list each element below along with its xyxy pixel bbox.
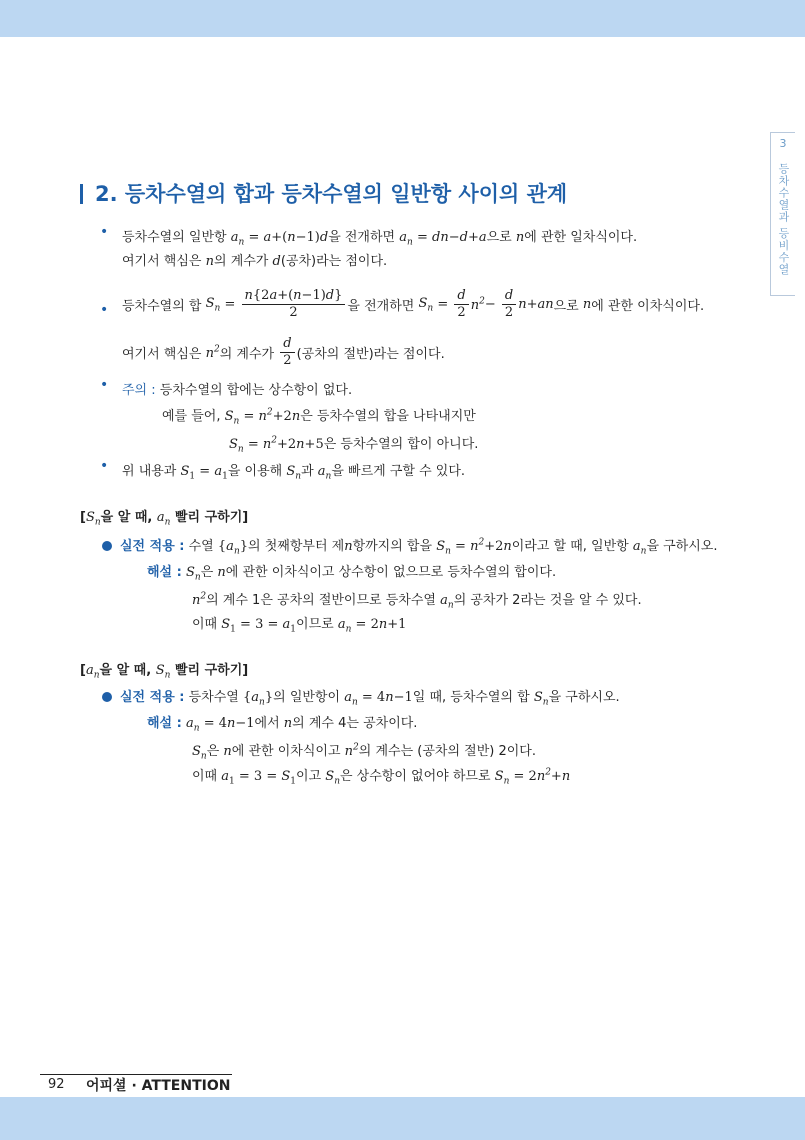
chapter-side-tab[interactable] xyxy=(770,132,795,296)
subsection1-solution-line1: 해설 : $S_n$은 n에 관한 이차식이고 상수항이 없으므로 등차수열의 합이다. xyxy=(147,565,557,583)
bullet4-line: 위 내용과 $S_1 = a_1$을 이용해 $S_n$과 $a_n$을 빠르게 구할 수 있다. xyxy=(122,464,466,482)
bullet1-line1: 등차수열의 일반항 $a_n = a+(n-1)d$을 전개하면 $a_n = dn-d+a$으로 n에 관한 일차식이다. xyxy=(122,230,638,248)
subsection1-solution-line2: $n^2$의 계수 1은 공차의 절반이므로 등차수열 $a_n$의 공차가 2라는 것을 알 수 있다. xyxy=(192,591,642,611)
book-title: 어피셜 · ATTENTION xyxy=(86,1078,231,1094)
top-band xyxy=(0,0,805,37)
bullet-icon: • xyxy=(100,224,109,240)
bullet-icon: • xyxy=(100,377,109,393)
section-heading: 2. 등차수열의 합과 등차수열의 일반항 사이의 관계 xyxy=(80,178,567,208)
bullet-icon: • xyxy=(100,458,109,474)
subsection1-practice: 실전 적용 : 수열 $\{a_n\}$의 첫째항부터 제n항까지의 합을 $S_n = n^2+2n$이라고 할 때, 일반항 $a_n$을 구하시오. xyxy=(102,535,718,557)
bullet3-line2: 예를 들어, $S_n = n^2+2n$은 등차수열의 합을 나타내지만 xyxy=(162,407,476,427)
bullet2-line1: 등차수열의 합 $S_n$ = $\frac{n\{2a+(n-1)d\}}{2}$ 을 전개하면 $S_n$ = $\frac{d}{2}$ $n^2-$ $\frac{d}{2}$ n+an으로 n에 관한 이차식이다. xyxy=(122,288,705,320)
subsection2-solution-line1: 해설 : $a_n = 4n-1$에서 n의 계수 4는 공차이다. xyxy=(147,716,418,734)
subsection1-solution-line3: 이때 $S_1 = 3 = a_1$이므로 $a_n = 2n+1$ xyxy=(192,617,407,635)
bullet2-line2: 여기서 핵심은 $n^2$의 계수가 $\frac{d}{2}$ (공차의 절반)라는 점이다. xyxy=(122,336,445,368)
subsection1-title: [$S_n$을 알 때, $a_n$ 빨리 구하기] xyxy=(80,510,249,528)
bullet-icon: • xyxy=(100,302,109,318)
heading-bar xyxy=(80,184,83,204)
bullet1-line2: 여기서 핵심은 n의 계수가 d(공차)라는 점이다. xyxy=(122,254,388,269)
subsection2-solution-line2: $S_n$은 n에 관한 이차식이고 $n^2$의 계수는 (공차의 절반) 2이다. xyxy=(192,742,536,762)
page-number: 92 xyxy=(48,1077,65,1092)
subsection2-practice: 실전 적용 : 등차수열 $\{a_n\}$의 일반항이 $a_n = 4n-1$일 때, 등차수열의 합 $S_n$을 구하시오. xyxy=(102,686,620,708)
subsection2-solution-line3: 이때 $a_1 = 3 = S_1$이고 $S_n$은 상수항이 없어야 하므로 $S_n = 2n^2+n$ xyxy=(192,767,571,787)
chapter-number: 3 xyxy=(779,137,787,150)
chapter-title: 등차수열과 등비수열 xyxy=(777,163,790,276)
bullet-dot-icon xyxy=(102,692,112,702)
subsection2-title: [$a_n$을 알 때, $S_n$ 빨리 구하기] xyxy=(80,663,249,681)
bullet3-line3: $S_n = n^2+2n+5$은 등차수열의 합이 아니다. xyxy=(229,435,479,455)
bullet3-line1: 주의 : 등차수열의 합에는 상수항이 없다. xyxy=(122,383,353,398)
bottom-band xyxy=(0,1097,805,1140)
bullet-dot-icon xyxy=(102,541,112,551)
